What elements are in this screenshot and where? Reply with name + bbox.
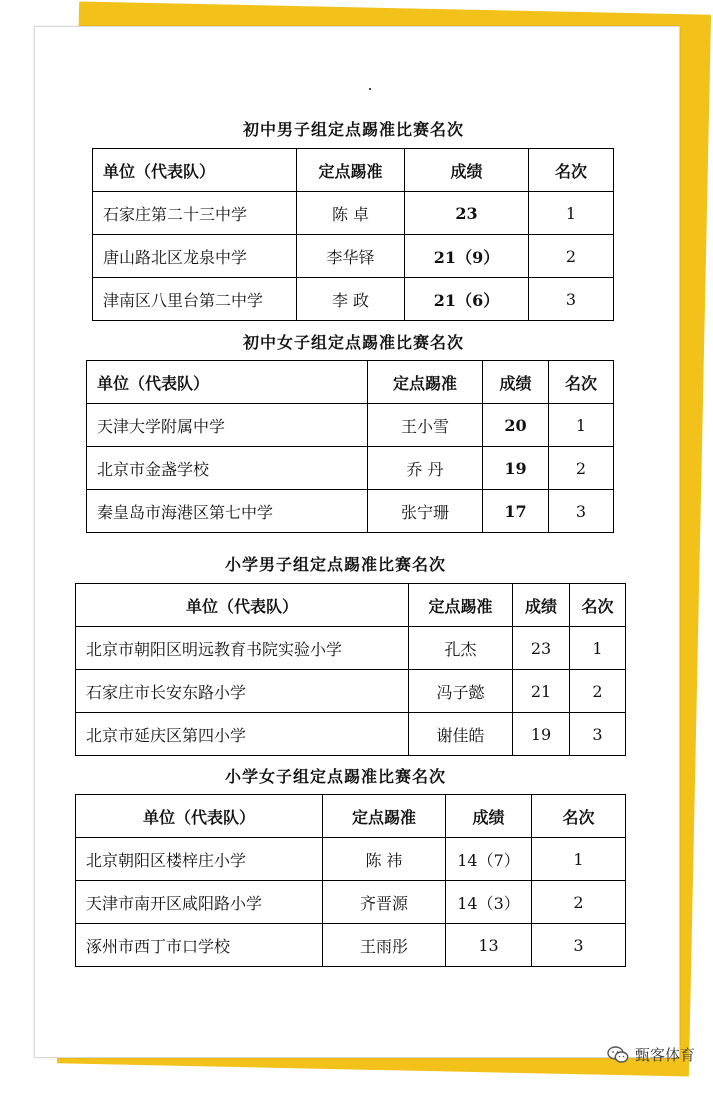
cell-unit: 北京朝阳区楼梓庄小学 xyxy=(76,838,323,881)
header-unit: 单位（代表队） xyxy=(93,149,297,192)
cell-unit: 涿州市西丁市口学校 xyxy=(76,924,323,967)
table-header-row xyxy=(76,584,626,627)
table-primary-boys xyxy=(75,583,626,756)
cell-player: 冯子懿 xyxy=(409,670,513,713)
cell-player: 张宁珊 xyxy=(368,490,483,533)
watermark xyxy=(607,1044,695,1065)
cell-unit: 北京市朝阳区明远教育书院实验小学 xyxy=(76,627,409,670)
cell-rank: 3 xyxy=(529,278,614,321)
section-title-junior-girls: 初中女子组定点踢准比赛名次 xyxy=(243,333,465,352)
table-row xyxy=(93,235,614,278)
decorative-dot xyxy=(369,88,371,90)
cell-player: 齐晋源 xyxy=(323,881,446,924)
cell-rank: 3 xyxy=(549,490,614,533)
cell-unit: 北京市延庆区第四小学 xyxy=(76,713,409,756)
cell-rank: 1 xyxy=(570,627,626,670)
table-row xyxy=(76,627,626,670)
cell-score: 21 xyxy=(513,670,570,713)
cell-score: 19 xyxy=(483,447,549,490)
header-event: 定点踢准 xyxy=(323,795,446,838)
cell-rank: 2 xyxy=(570,670,626,713)
table-header-row xyxy=(93,149,614,192)
cell-rank: 1 xyxy=(529,192,614,235)
table-row xyxy=(93,278,614,321)
header-unit: 单位（代表队） xyxy=(76,795,323,838)
cell-score: 21（9） xyxy=(405,235,529,278)
cell-player: 陈 祎 xyxy=(323,838,446,881)
cell-score: 17 xyxy=(483,490,549,533)
cell-rank: 2 xyxy=(529,235,614,278)
cell-score: 21（6） xyxy=(405,278,529,321)
cell-score: 14（7） xyxy=(446,838,532,881)
cell-player: 王雨彤 xyxy=(323,924,446,967)
cell-player: 李 政 xyxy=(297,278,405,321)
section-title-primary-boys: 小学男子组定点踢准比赛名次 xyxy=(225,555,447,574)
cell-score: 14（3） xyxy=(446,881,532,924)
header-rank: 名次 xyxy=(570,584,626,627)
cell-rank: 3 xyxy=(570,713,626,756)
cell-player: 乔 丹 xyxy=(368,447,483,490)
table-row xyxy=(93,192,614,235)
cell-unit: 北京市金盏学校 xyxy=(87,447,368,490)
table-header-row xyxy=(87,361,614,404)
table-junior-girls xyxy=(86,360,614,533)
header-score: 成绩 xyxy=(513,584,570,627)
table-row xyxy=(76,924,626,967)
header-event: 定点踢准 xyxy=(297,149,405,192)
header-score: 成绩 xyxy=(446,795,532,838)
cell-player: 孔杰 xyxy=(409,627,513,670)
table-row xyxy=(87,490,614,533)
cell-unit: 津南区八里台第二中学 xyxy=(93,278,297,321)
wechat-icon xyxy=(607,1046,629,1064)
header-unit: 单位（代表队） xyxy=(76,584,409,627)
cell-unit: 唐山路北区龙泉中学 xyxy=(93,235,297,278)
watermark-text: 甄客体育 xyxy=(634,1046,695,1064)
header-unit: 单位（代表队） xyxy=(87,361,368,404)
cell-rank: 3 xyxy=(532,924,626,967)
cell-score: 13 xyxy=(446,924,532,967)
section-title-primary-girls: 小学女子组定点踢准比赛名次 xyxy=(225,767,447,786)
header-event: 定点踢准 xyxy=(409,584,513,627)
cell-rank: 1 xyxy=(549,404,614,447)
cell-unit: 天津市南开区咸阳路小学 xyxy=(76,881,323,924)
cell-player: 陈 卓 xyxy=(297,192,405,235)
cell-rank: 1 xyxy=(532,838,626,881)
table-primary-girls xyxy=(75,794,626,967)
cell-unit: 石家庄第二十三中学 xyxy=(93,192,297,235)
cell-score: 23 xyxy=(405,192,529,235)
table-header-row xyxy=(76,795,626,838)
cell-player: 王小雪 xyxy=(368,404,483,447)
cell-score: 20 xyxy=(483,404,549,447)
header-score: 成绩 xyxy=(405,149,529,192)
header-rank: 名次 xyxy=(549,361,614,404)
cell-score: 23 xyxy=(513,627,570,670)
cell-player: 谢佳皓 xyxy=(409,713,513,756)
table-row xyxy=(76,838,626,881)
table-junior-boys xyxy=(92,148,614,321)
header-score: 成绩 xyxy=(483,361,549,404)
cell-rank: 2 xyxy=(549,447,614,490)
table-row xyxy=(87,404,614,447)
header-rank: 名次 xyxy=(529,149,614,192)
table-row xyxy=(76,881,626,924)
table-row xyxy=(87,447,614,490)
header-rank: 名次 xyxy=(532,795,626,838)
cell-player: 李华铎 xyxy=(297,235,405,278)
table-row xyxy=(76,713,626,756)
cell-score: 19 xyxy=(513,713,570,756)
cell-unit: 秦皇岛市海港区第七中学 xyxy=(87,490,368,533)
cell-unit: 石家庄市长安东路小学 xyxy=(76,670,409,713)
cell-unit: 天津大学附属中学 xyxy=(87,404,368,447)
table-row xyxy=(76,670,626,713)
header-event: 定点踢准 xyxy=(368,361,483,404)
cell-rank: 2 xyxy=(532,881,626,924)
section-title-junior-boys: 初中男子组定点踢准比赛名次 xyxy=(243,120,465,139)
